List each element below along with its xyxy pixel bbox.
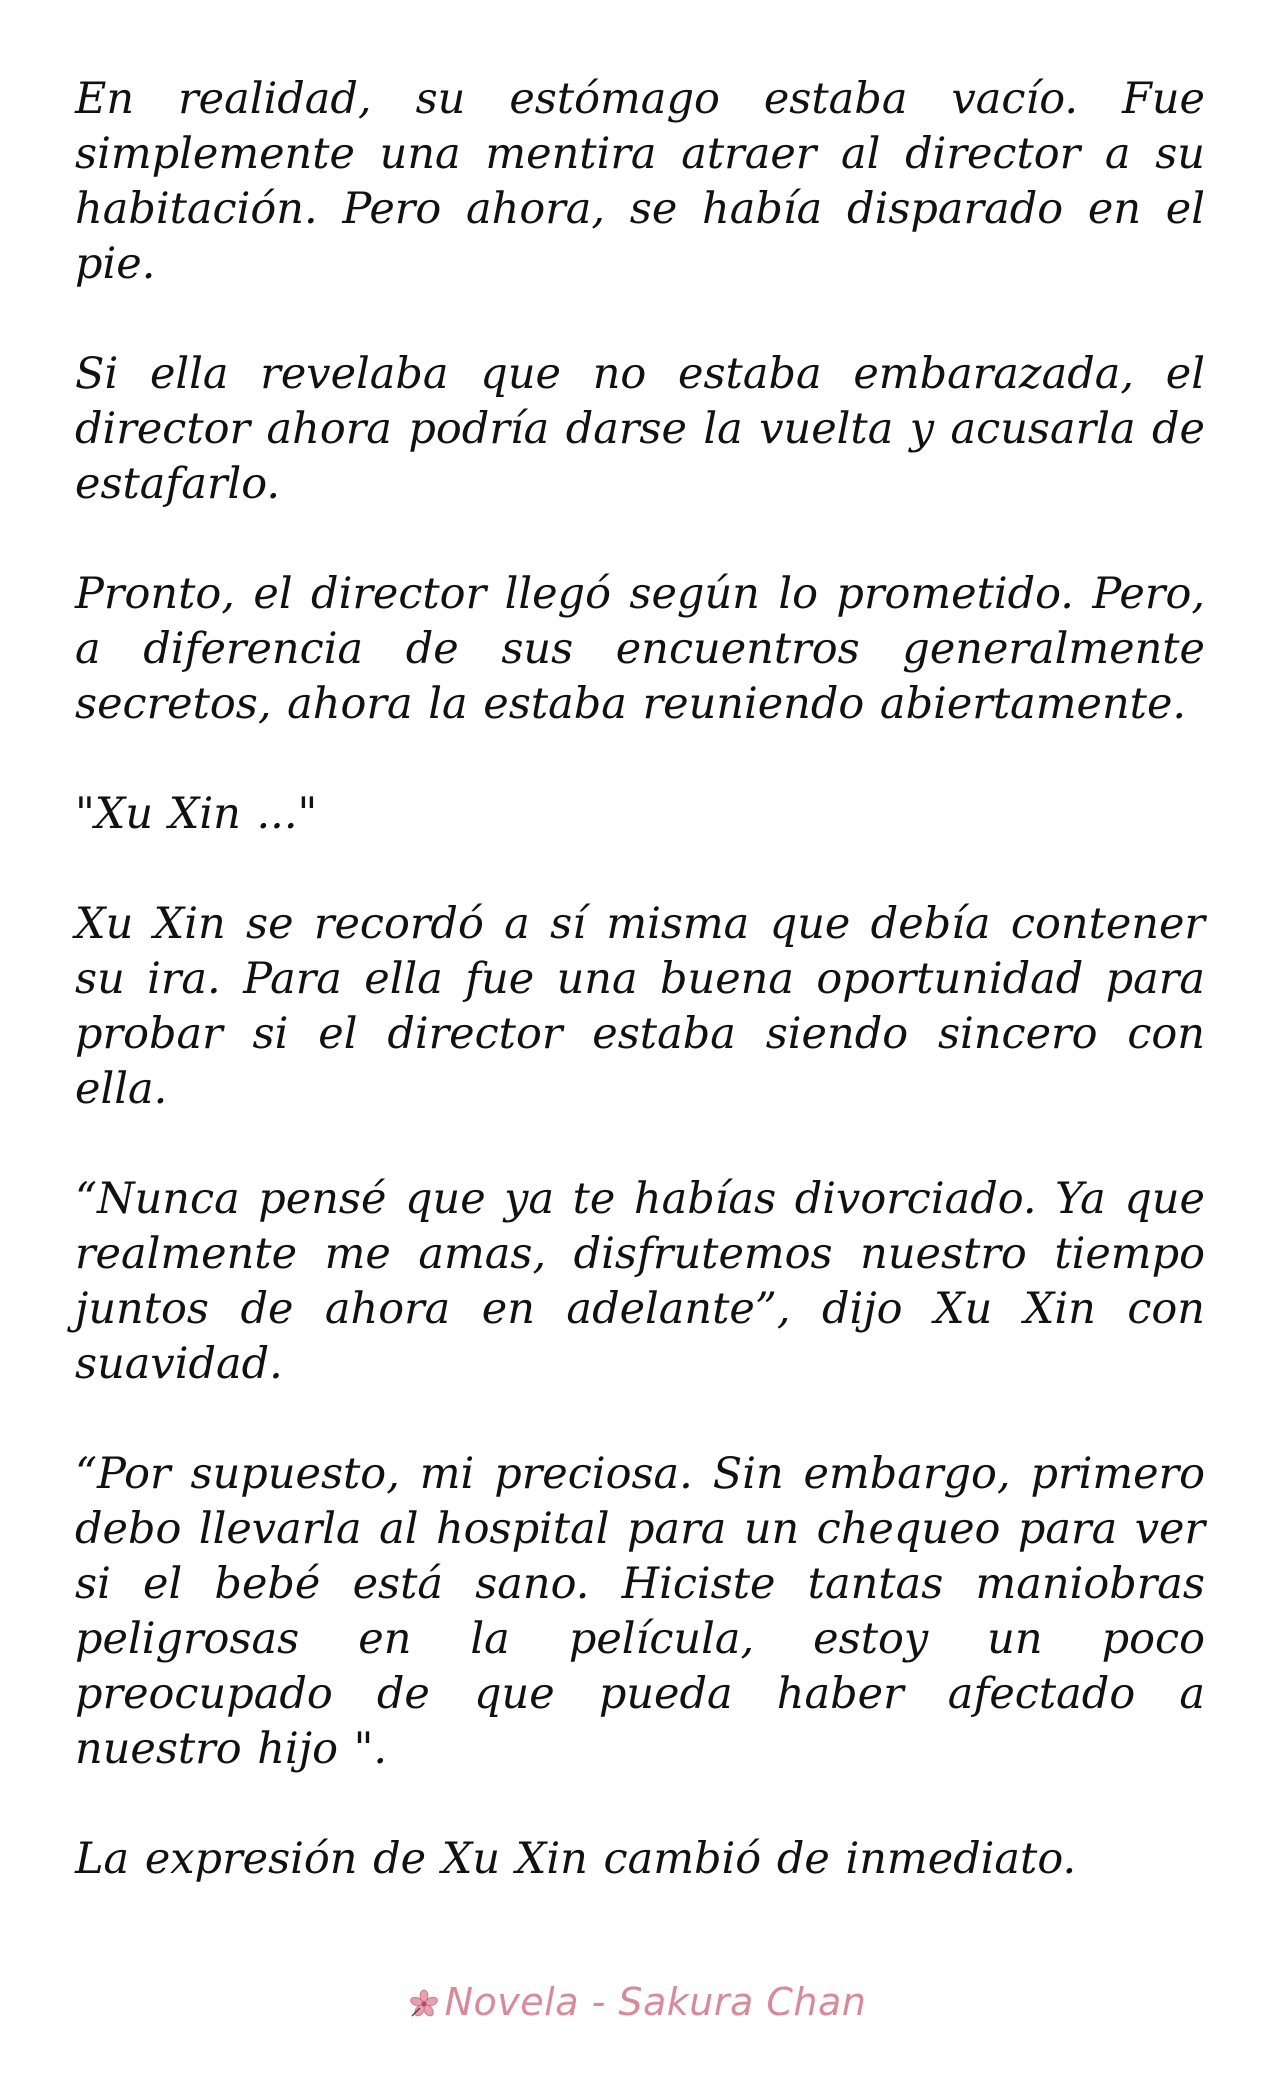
paragraph: La expresión de Xu Xin cambió de inmediato. [75,1834,1077,1884]
watermark [0,1978,1275,2026]
paragraph: “Por supuesto, mi preciosa. Sin embargo, primero debo llevarla al hospital para un chequeo para ver si el bebé está sano. Hiciste tantas maniobras peligrosas en la película, estoy un poco preocupado de que pueda haber afectado a nuestro hijo ". [75,1449,1205,1774]
paragraph: Xu Xin se recordó a sí misma que debía contener su ira. Para ella fue una buena oportunidad para probar si el director estaba siendo sincero con ella. [75,899,1205,1114]
paragraph: "Xu Xin ..." [75,789,318,839]
sakura-flower-icon [409,1982,439,2012]
document-body [75,72,1205,1887]
paragraph: Si ella revelaba que no estaba embarazada, el director ahora podría darse la vuelta y acusarla de estafarlo. [75,349,1205,509]
watermark-text: Novela - Sakura Chan [444,1980,867,2024]
paragraph: “Nunca pensé que ya te habías divorciado. Ya que realmente me amas, disfrutemos nuestro tiempo juntos de ahora en adelante”, dijo Xu Xin con suavidad. [75,1174,1205,1389]
paragraph: En realidad, su estómago estaba vacío. Fue simplemente una mentira atraer al director a su habitación. Pero ahora, se había disparado en el pie. [75,74,1205,289]
paragraph: Pronto, el director llegó según lo prometido. Pero, a diferencia de sus encuentros generalmente secretos, ahora la estaba reuniendo abiertamente. [75,569,1205,729]
